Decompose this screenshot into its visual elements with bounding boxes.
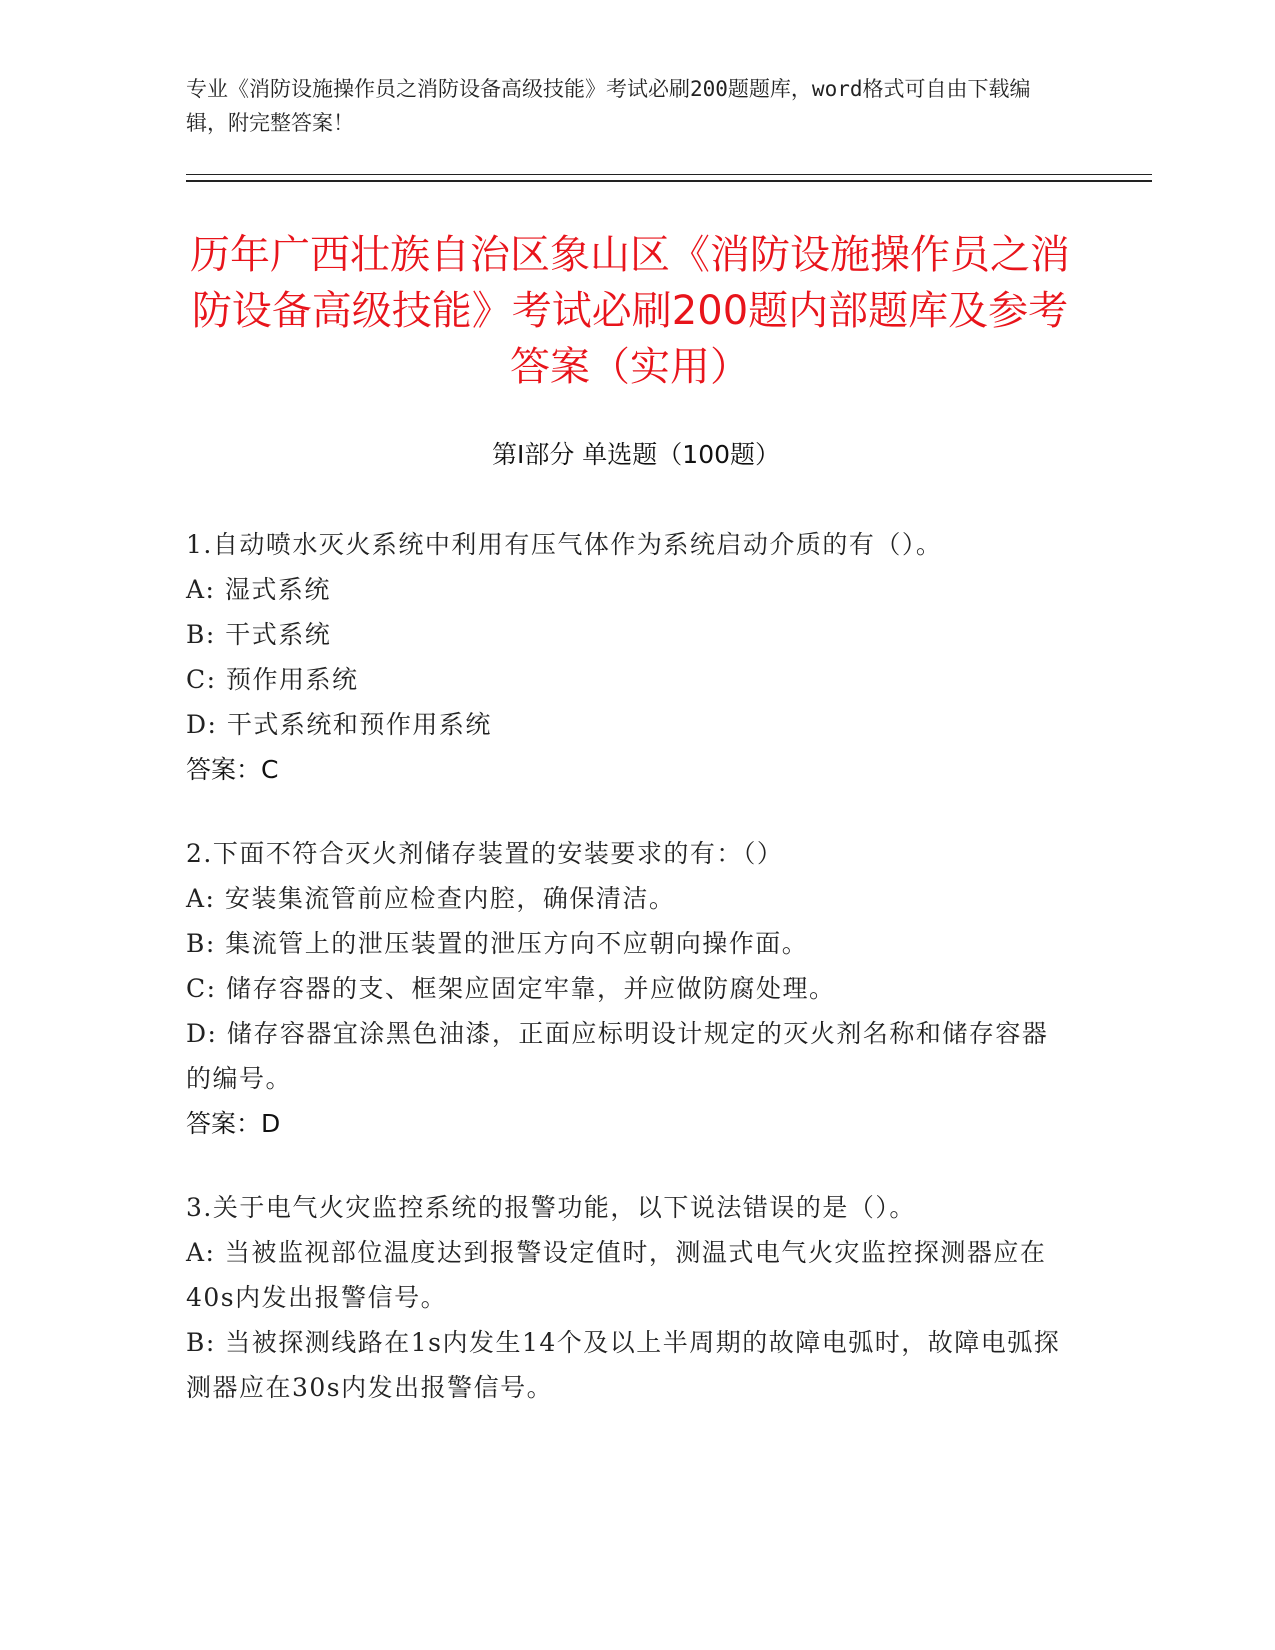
header-divider-thin [186,174,1152,175]
document-title: 历年广西壮族自治区象山区《消防设施操作员之消防设备高级技能》考试必刷200题内部题库及参考答案（实用） [190,232,1070,390]
answer-line: 答案：C [186,755,279,784]
option-b: B: 集流管上的泄压装置的泄压方向不应朝向操作面。 [186,929,809,958]
header-divider-thick [186,180,1152,182]
question-2 [186,831,1066,1146]
option-a: A: 安装集流管前应检查内腔，确保清洁。 [186,884,676,913]
option-a: A: 湿式系统 [186,575,331,604]
option-d: D: 干式系统和预作用系统 [186,710,492,739]
option-c: C: 预作用系统 [186,665,359,694]
option-b: B: 干式系统 [186,620,332,649]
question-1 [186,522,1066,792]
option-b: B: 当被探测线路在1s内发生14个及以上半周期的故障电弧时，故障电弧探测器应在30s内发出报警信号。 [186,1328,1061,1402]
header-note: 专业《消防设施操作员之消防设备高级技能》考试必刷200题题库，word格式可自由下载编辑，附完整答案！ [186,77,1031,135]
option-d: D: 储存容器宜涂黑色油漆，正面应标明设计规定的灭火剂名称和储存容器的编号。 [186,1019,1049,1093]
option-a: A: 当被监视部位温度达到报警设定值时，测温式电气火灾监控探测器应在40s内发出报警信号。 [186,1238,1047,1312]
section-heading: 第I部分 单选题（100题） [491,440,781,469]
question-stem: 1.自动喷水灭火系统中利用有压气体作为系统启动介质的有（）。 [186,530,943,559]
answer-line: 答案：D [186,1109,281,1138]
option-c: C: 储存容器的支、框架应固定牢靠，并应做防腐处理。 [186,974,836,1003]
question-list [186,522,1066,1449]
question-stem: 3.关于电气火灾监控系统的报警功能，以下说法错误的是（）。 [186,1193,916,1222]
question-stem: 2.下面不符合灭火剂储存装置的安装要求的有：（） [186,839,784,868]
question-3 [186,1185,1066,1410]
